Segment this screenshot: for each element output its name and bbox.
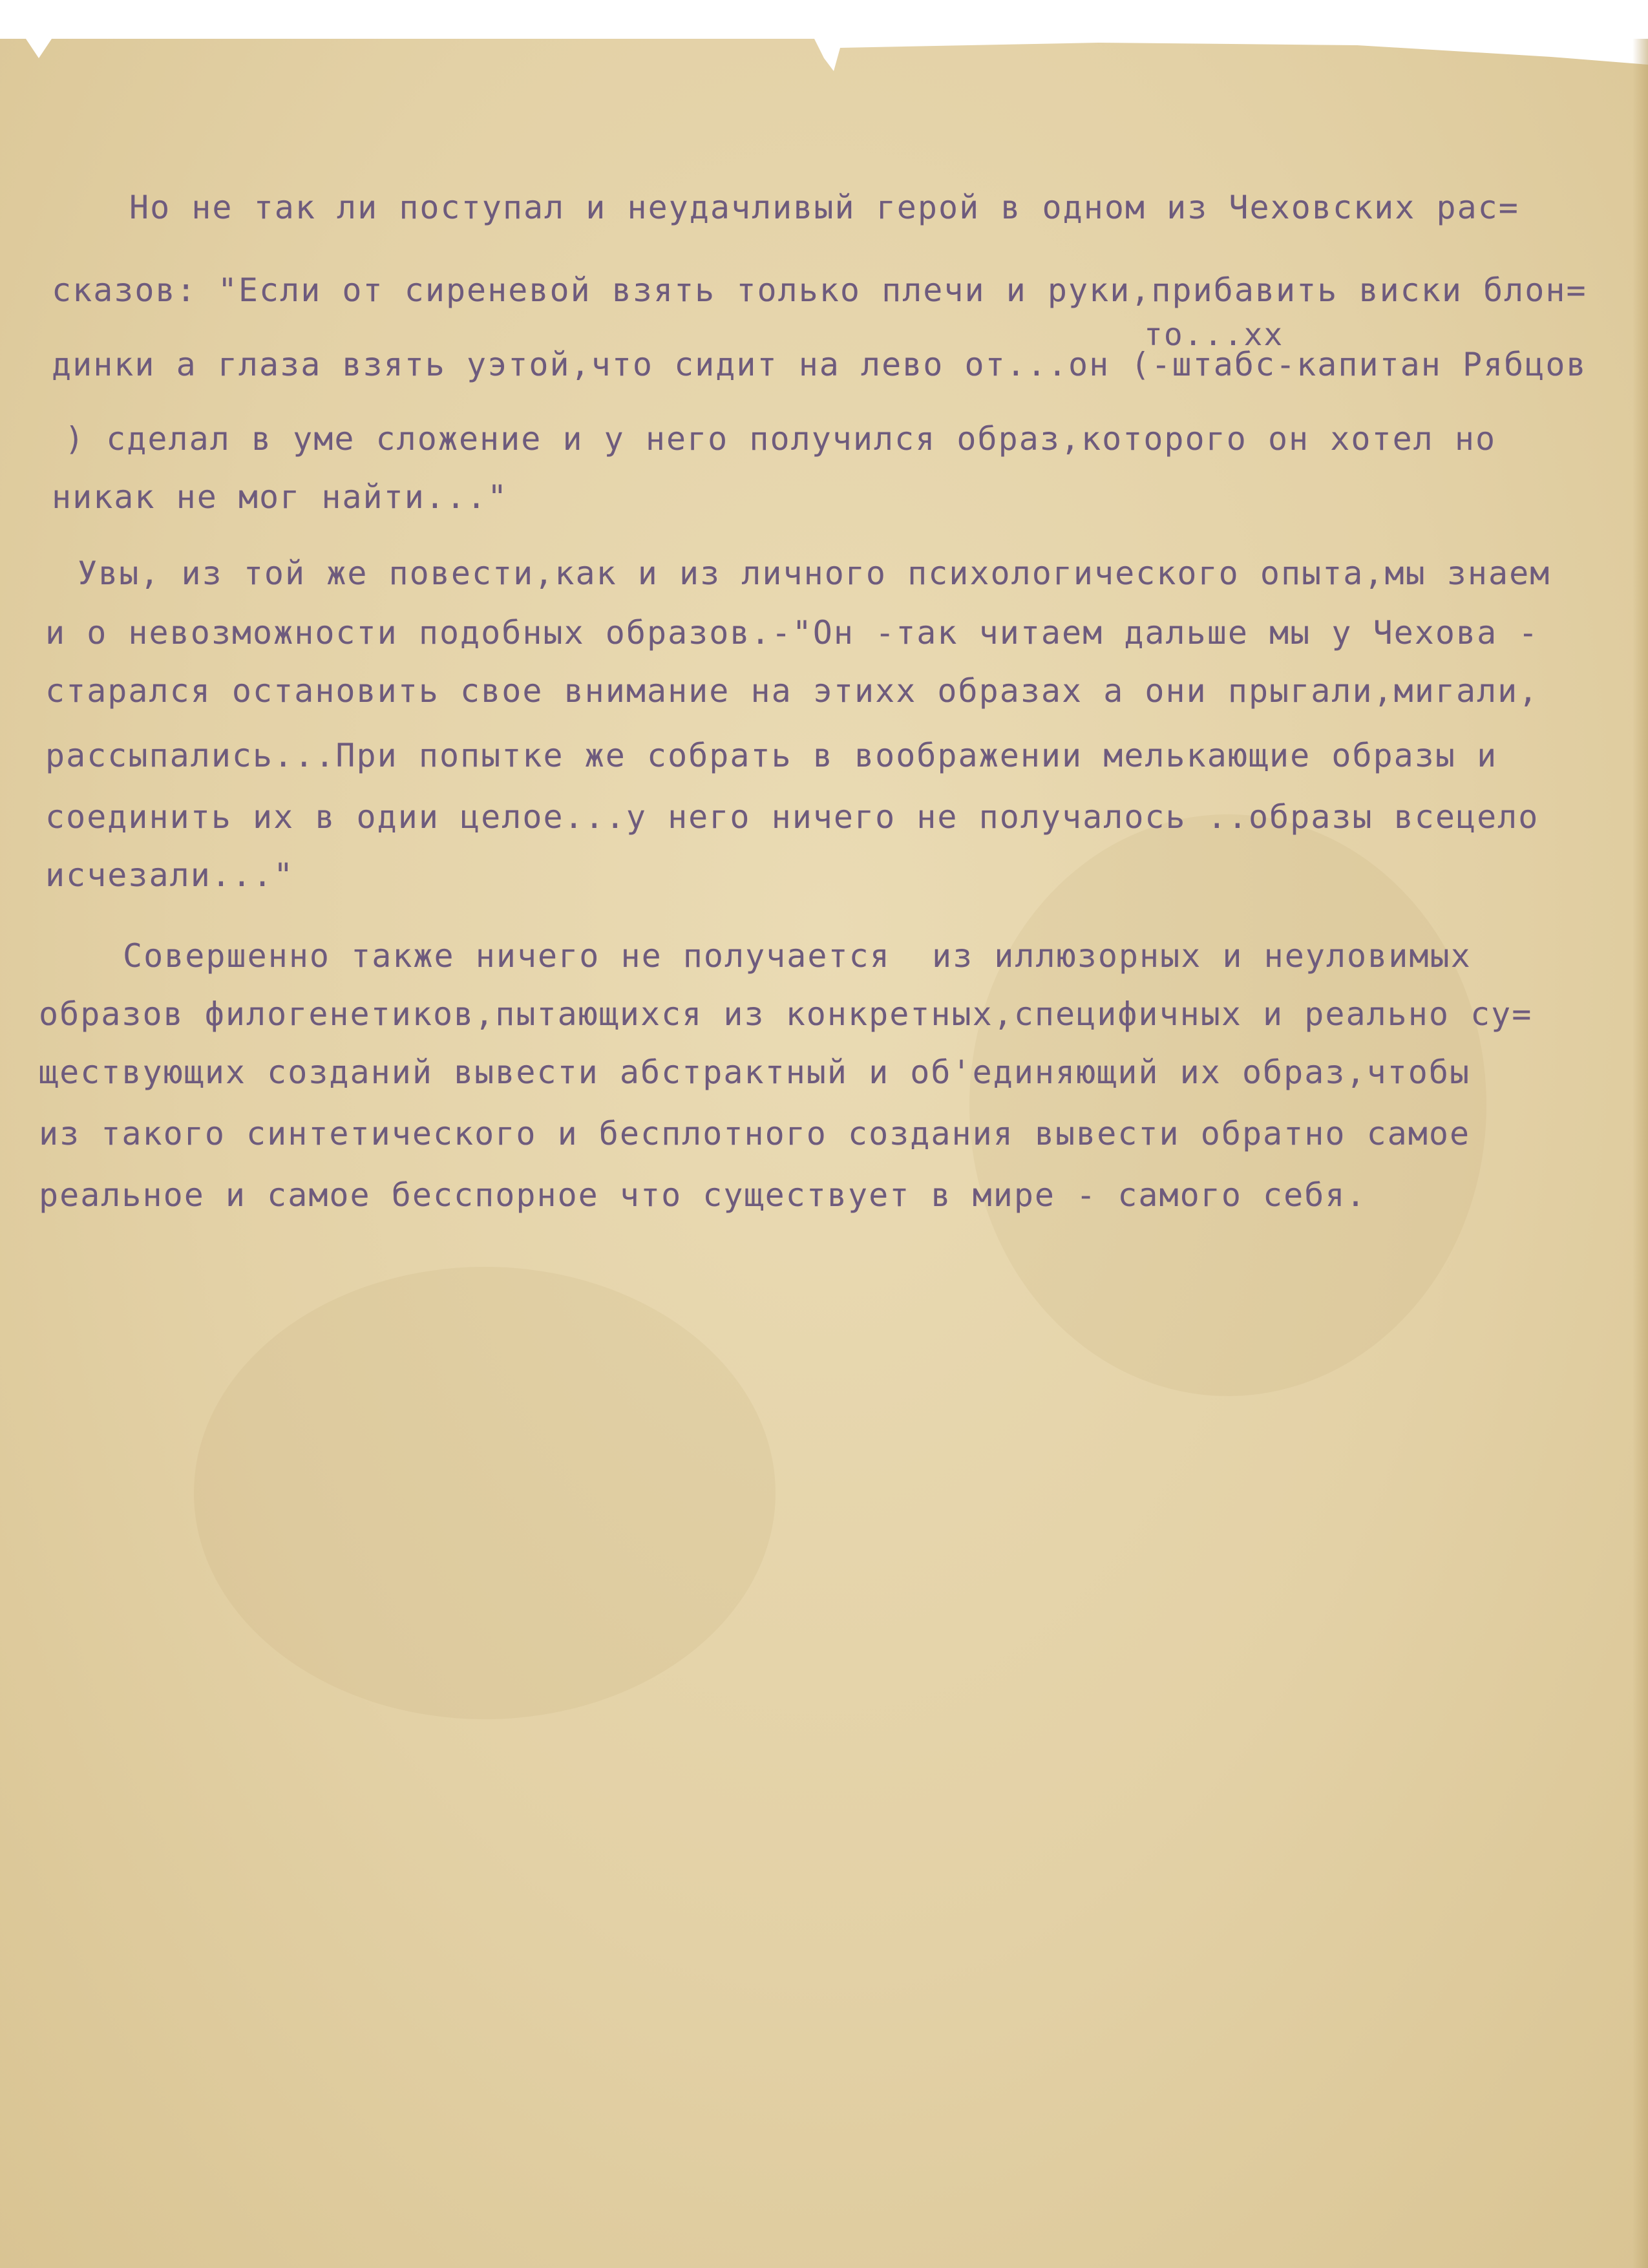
text-line: Совершенно также ничего не получается из иллюзорных и неуловимых [123,937,1472,975]
text-line: ) сделал в уме сложение и у него получился образ,которого он хотел но [65,420,1497,458]
text-line: образов филогенетиков,пытающихся из конкретных,специфичных и реально су= [39,995,1533,1033]
typed-insertion: то...хх [1144,317,1284,353]
text-line: исчезали..." [45,856,295,894]
text-line: сказов: "Если от сиреневой взять только плечи и руки,прибавить виски блон= [52,271,1587,309]
text-line: Но не так ли поступал и неудачливый герой в одном из Чеховских рас= [129,189,1519,226]
text-line: старался остановить свое внимание на этихх образах а они прыгали,мигали, [45,672,1539,710]
text-line: из такого синтетического и бесплотного создания вывести обратно самое [39,1115,1471,1152]
text-line: и о невозможности подобных образов.-"Он -так читаем дальше мы у Чехова - [45,614,1539,652]
text-line: реальное и самое бесспорное что существует в мире - самого себя. [39,1176,1367,1214]
text-line: динки а глаза взять уэтой,что сидит на лево от...он (-штабс-капитан Рябцов [52,346,1587,383]
text-line: соединить их в одии целое...у него ничего не получалось ..образы всецело [45,798,1539,836]
text-line: ществующих созданий вывести абстрактный и об'единяющий их образ,чтобы [39,1054,1471,1091]
text-line: никак не мог найти..." [52,478,509,516]
text-line: рассыпались...При попытке же собрать в воображении мелькающие образы и [45,737,1498,774]
paper-stain [969,814,1486,1396]
text-line: Увы, из той же повести,как и из личного психологического опыта,мы знаем [78,555,1551,592]
paper-stain [194,1267,776,1719]
